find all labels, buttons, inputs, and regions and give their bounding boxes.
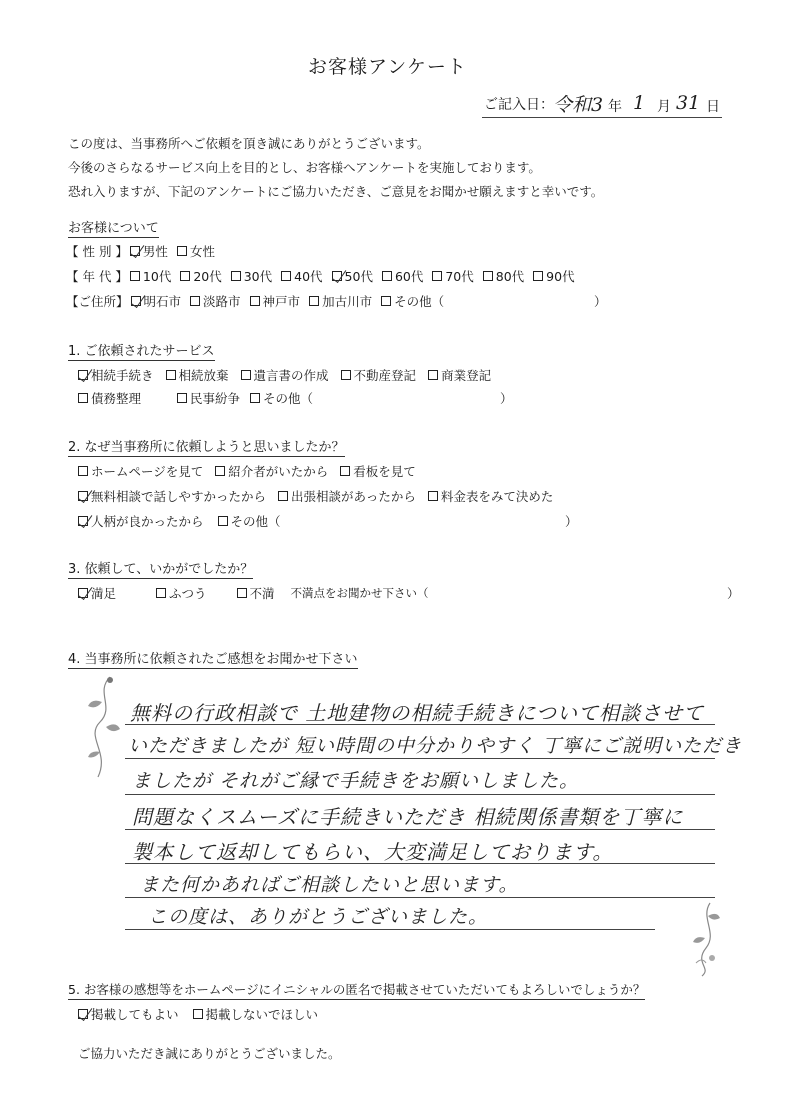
- form-title: お客様アンケート: [308, 56, 467, 78]
- gender-option-female[interactable]: 女性: [177, 242, 215, 260]
- answer-text-line-1: 無料の行政相談で 土地建物の相続手続きについて相談させて: [130, 701, 704, 725]
- date-era: 令和3: [553, 94, 604, 116]
- gender-label: 【 性 別 】: [66, 244, 128, 259]
- address-label: 【ご住所】: [66, 294, 129, 309]
- checkbox[interactable]: [78, 466, 88, 476]
- address-row: [66, 292, 453, 310]
- checkbox[interactable]: [215, 466, 225, 476]
- checkbox[interactable]: [250, 393, 260, 403]
- q3-row: [78, 584, 429, 602]
- q2-option-free-consult[interactable]: 無料相談で話しやすかったから: [78, 487, 266, 505]
- q3-heading: 3. 依頼して、いかがでしたか？: [68, 558, 253, 579]
- checkbox[interactable]: [340, 466, 350, 476]
- address-option-kakogawa[interactable]: 加古川市: [309, 292, 372, 310]
- checkbox-checked[interactable]: [78, 588, 88, 598]
- answer-line-6: [125, 897, 715, 898]
- checkbox[interactable]: [241, 370, 251, 380]
- checkbox[interactable]: [231, 271, 241, 281]
- age-option-30[interactable]: 30代: [231, 267, 272, 285]
- intro-line-3: 恐れ入りますが、下記のアンケートにご協力いただき、ご意見をお聞かせ願えますと幸いです。: [68, 184, 604, 199]
- entry-date: [484, 94, 554, 114]
- q3-option-normal[interactable]: ふつう: [156, 584, 207, 602]
- checkbox[interactable]: [432, 271, 442, 281]
- checkbox[interactable]: [166, 370, 176, 380]
- q2-option-signboard[interactable]: 看板を見て: [340, 462, 416, 480]
- checkbox[interactable]: [180, 271, 190, 281]
- checkbox[interactable]: [190, 296, 200, 306]
- vine-decoration-right: [690, 898, 730, 978]
- date-underline: [482, 117, 722, 118]
- date-label: ご記入日：: [484, 97, 554, 113]
- checkbox[interactable]: [130, 271, 140, 281]
- age-row: [66, 267, 584, 285]
- q5-option-publish-ok[interactable]: 掲載してもよい: [78, 1005, 179, 1023]
- checkbox[interactable]: [177, 393, 187, 403]
- answer-text-line-4: 問題なくスムーズに手続きいただき 相続関係書類を丁寧に: [132, 805, 684, 829]
- age-option-70[interactable]: 70代: [432, 267, 473, 285]
- date-day: 31: [676, 92, 701, 114]
- intro-line-2: 今後のさらなるサービス向上を目的とし、お客様へアンケートを実施しております。: [68, 160, 541, 175]
- q5-row: [78, 1005, 327, 1023]
- q3-note-close: ）: [727, 586, 740, 601]
- closing-message: ご協力いただき誠にありがとうございました。: [78, 1046, 341, 1061]
- age-label: 【 年 代 】: [66, 269, 128, 284]
- q1-option-inheritance[interactable]: 相続手続き: [78, 366, 154, 384]
- answer-line-7: [125, 929, 655, 930]
- checkbox-checked[interactable]: [131, 296, 141, 306]
- q3-option-satisfied[interactable]: 満足: [78, 584, 116, 602]
- q2-other-close: ）: [565, 514, 578, 529]
- checkbox[interactable]: [483, 271, 493, 281]
- answer-line-3: [125, 794, 715, 795]
- gender-row: [66, 242, 224, 260]
- answer-text-line-3: ましたが それがご縁で手続きをお願いしました。: [132, 770, 580, 792]
- answer-text-line-5: 製本して返却してもらい、大変満足しております。: [132, 840, 614, 864]
- q2-option-price-list[interactable]: 料金表をみて決めた: [428, 487, 554, 505]
- q2-row-3: [78, 512, 290, 530]
- q5-heading: 5. お客様の感想等をホームページにイニシャルの匿名で掲載させていただいてもよろしいでしょうか？: [68, 980, 645, 1000]
- intro-line-1: この度は、当事務所へご依頼を頂き誠にありがとうございます。: [68, 136, 430, 151]
- checkbox[interactable]: [278, 491, 288, 501]
- checkbox[interactable]: [78, 393, 88, 403]
- address-other-close: ）: [594, 294, 607, 309]
- date-month: 1: [633, 92, 646, 114]
- vine-decoration-left: [80, 672, 125, 782]
- date-year-unit: 年: [608, 99, 622, 115]
- age-option-80[interactable]: 80代: [483, 267, 524, 285]
- gender-option-male[interactable]: 男性: [130, 242, 168, 260]
- checkbox-checked[interactable]: [78, 491, 88, 501]
- q2-row-1: [78, 462, 425, 480]
- q2-option-other[interactable]: その他（: [218, 512, 281, 530]
- age-option-60[interactable]: 60代: [382, 267, 423, 285]
- q1-option-real-estate[interactable]: 不動産登記: [341, 366, 417, 384]
- address-option-awaji[interactable]: 淡路市: [190, 292, 241, 310]
- checkbox-checked[interactable]: [78, 370, 88, 380]
- checkbox[interactable]: [309, 296, 319, 306]
- checkbox[interactable]: [177, 246, 187, 256]
- age-option-90[interactable]: 90代: [533, 267, 574, 285]
- checkbox[interactable]: [193, 1009, 203, 1019]
- q1-option-civil[interactable]: 民事紛争: [177, 389, 240, 407]
- q1-row-1: [78, 366, 500, 384]
- age-option-10[interactable]: 10代: [130, 267, 171, 285]
- checkbox-checked[interactable]: [78, 1009, 88, 1019]
- address-option-other[interactable]: その他（: [381, 292, 444, 310]
- address-option-akashi[interactable]: 明石市: [131, 292, 182, 310]
- date-day-unit: 日: [706, 99, 720, 115]
- checkbox[interactable]: [341, 370, 351, 380]
- answer-text-line-6: また何かあればご相談したいと思います。: [140, 874, 519, 896]
- checkbox-checked[interactable]: [130, 246, 140, 256]
- checkbox[interactable]: [156, 588, 166, 598]
- age-option-50[interactable]: 50代: [332, 267, 373, 285]
- q1-heading: 1. ご依頼されたサービス: [68, 340, 215, 361]
- checkbox-checked[interactable]: [332, 271, 342, 281]
- q2-option-referral[interactable]: 紹介者がいたから: [215, 462, 328, 480]
- checkbox[interactable]: [428, 370, 438, 380]
- answer-text-line-2: いただきましたが 短い時間の中分かりやすく 丁寧にご説明いただき: [128, 735, 743, 757]
- q1-other-close: ）: [500, 391, 513, 406]
- q2-row-2: [78, 487, 562, 505]
- q1-option-debt[interactable]: 債務整理: [78, 389, 141, 407]
- checkbox[interactable]: [533, 271, 543, 281]
- q1-option-renunciation[interactable]: 相続放棄: [166, 366, 229, 384]
- address-option-kobe[interactable]: 神戸市: [250, 292, 301, 310]
- checkbox[interactable]: [218, 516, 228, 526]
- q2-option-visit-consult[interactable]: 出張相談があったから: [278, 487, 416, 505]
- q5-option-publish-no[interactable]: 掲載しないでほしい: [193, 1005, 319, 1023]
- q4-heading: 4. 当事務所に依頼されたご感想をお聞かせ下さい: [68, 648, 358, 669]
- q2-heading: 2. なぜ当事務所に依頼しようと思いましたか？: [68, 436, 345, 457]
- q3-dissatisfied-note: 不満点をお聞かせ下さい（: [290, 586, 429, 600]
- checkbox-checked[interactable]: [78, 516, 88, 526]
- customer-heading: お客様について: [68, 217, 159, 238]
- age-option-40[interactable]: 40代: [281, 267, 322, 285]
- age-option-20[interactable]: 20代: [180, 267, 221, 285]
- q1-option-will[interactable]: 遺言書の作成: [241, 366, 329, 384]
- checkbox[interactable]: [250, 296, 260, 306]
- checkbox[interactable]: [281, 271, 291, 281]
- checkbox[interactable]: [428, 491, 438, 501]
- answer-text-line-7: この度は、ありがとうございました。: [148, 906, 489, 928]
- checkbox[interactable]: [381, 296, 391, 306]
- checkbox[interactable]: [237, 588, 247, 598]
- q1-option-other[interactable]: その他（: [250, 389, 313, 407]
- q2-option-personality[interactable]: 人柄が良かったから: [78, 512, 204, 530]
- q1-option-commercial[interactable]: 商業登記: [428, 366, 491, 384]
- date-month-unit: 月: [657, 99, 671, 115]
- q3-option-dissatisfied[interactable]: 不満: [237, 584, 275, 602]
- answer-line-2: [125, 758, 715, 759]
- q2-option-homepage[interactable]: ホームページを見て: [78, 462, 203, 480]
- q1-row-2: [78, 389, 322, 407]
- checkbox[interactable]: [382, 271, 392, 281]
